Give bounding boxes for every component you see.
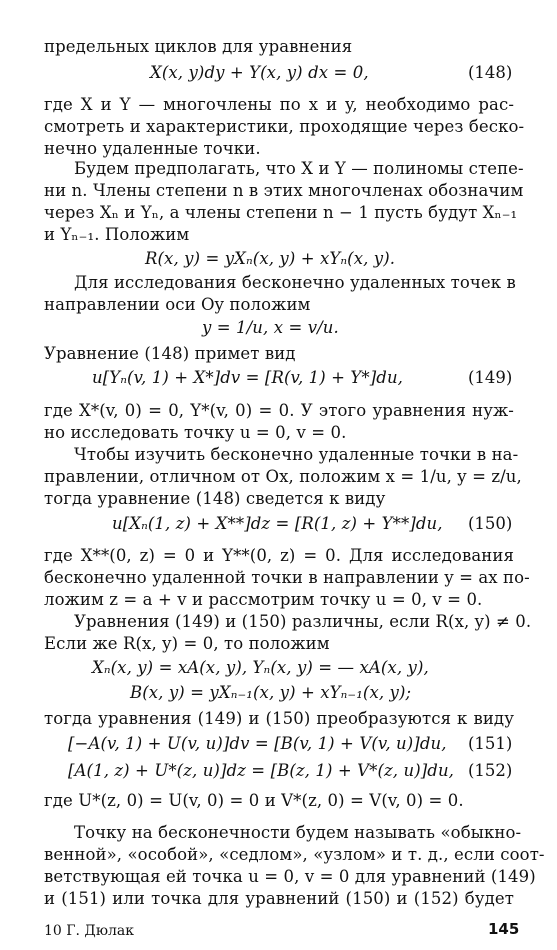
equation-number: (151) — [468, 734, 513, 753]
text-line: венной», «особой», «седлом», «узлом» и т. д., если соот- — [44, 845, 545, 864]
text-line: Чтобы изучить бесконечно удаленные точки в на- — [74, 445, 519, 464]
text-line: ветствующая ей точка u = 0, v = 0 для уравнений (149) — [44, 867, 536, 886]
equation-149: u[Yₙ(v, 1) + X*]dv = [R(v, 1) + Y*]du, — [92, 368, 404, 387]
equation-number: (149) — [468, 368, 513, 387]
equation-number: (152) — [468, 761, 513, 780]
text-line: Для исследования бесконечно удаленных точек в — [74, 273, 516, 292]
equation-number: (148) — [468, 63, 513, 82]
text-line: нечно удаленные точки. — [44, 139, 261, 158]
equation-XA: Xₙ(x, y) = xA(x, y), Yₙ(x, y) = — xA(x, y), — [92, 658, 429, 677]
equation-substitution: y = 1/u, x = v/u. — [202, 318, 339, 337]
equation-152: [A(1, z) + U*(z, u)]dz = [B(z, 1) + V*(z, u)]du, — [68, 761, 455, 780]
text-line: тогда уравнения (149) и (150) преобразуются к виду — [44, 709, 514, 728]
equation-150: u[Xₙ(1, z) + X**]dz = [R(1, z) + Y**]du, — [112, 514, 443, 533]
text-line: но исследовать точку u = 0, v = 0. — [44, 423, 347, 442]
text-line: предельных циклов для уравнения — [44, 37, 353, 56]
text-line: бесконечно удаленной точки в направлении y = ax по- — [44, 568, 530, 587]
text-line: направлении оси Oy положим — [44, 295, 311, 314]
text-line: где U*(z, 0) = U(v, 0) = 0 и V*(z, 0) = V(v, 0) = 0. — [44, 791, 464, 810]
text-line: где X**(0, z) = 0 и Y**(0, z) = 0. Для исследования — [44, 546, 514, 565]
text-line: ложим z = a + v и рассмотрим точку u = 0, v = 0. — [44, 590, 483, 609]
signature-mark: 10 Г. Дюлак — [44, 923, 134, 939]
equation-151: [−A(v, 1) + U(v, u)]dv = [B(v, 1) + V(v, u)]du, — [68, 734, 447, 753]
page-number: 145 — [488, 920, 520, 938]
equation-R: R(x, y) = yXₙ(x, y) + xYₙ(x, y). — [145, 249, 396, 268]
text-line: через Xₙ и Yₙ, а члены степени n − 1 пусть будут Xₙ₋₁ — [44, 203, 518, 222]
text-line: смотреть и характеристики, проходящие через беско- — [44, 117, 525, 136]
text-line: ни n. Члены степени n в этих многочленах обозначим — [44, 181, 524, 200]
text-line: Будем предполагать, что X и Y — полиномы степе- — [74, 159, 524, 178]
text-line: тогда уравнение (148) сведется к виду — [44, 489, 386, 508]
text-line: правлении, отличном от Ox, положим x = 1/u, y = z/u, — [44, 467, 522, 486]
text-line: Уравнение (148) примет вид — [44, 344, 296, 363]
equation-number: (150) — [468, 514, 513, 533]
text-line: и Yₙ₋₁. Положим — [44, 225, 190, 244]
equation-148: X(x, y)dy + Y(x, y) dx = 0, — [150, 63, 369, 82]
equation-B: B(x, y) = yXₙ₋₁(x, y) + xYₙ₋₁(x, y); — [130, 683, 412, 702]
text-line: где X*(v, 0) = 0, Y*(v, 0) = 0. У этого уравнения нуж- — [44, 401, 514, 420]
text-line: Точку на бесконечности будем называть «обыкно- — [74, 823, 522, 842]
text-line: где X и Y — многочлены по x и y, необходимо рас- — [44, 95, 514, 114]
text-line: Если же R(x, y) = 0, то положим — [44, 634, 330, 653]
text-line: Уравнения (149) и (150) различны, если R(x, y) ≠ 0. — [74, 612, 532, 631]
text-line: и (151) или точка для уравнений (150) и (152) будет — [44, 889, 514, 908]
